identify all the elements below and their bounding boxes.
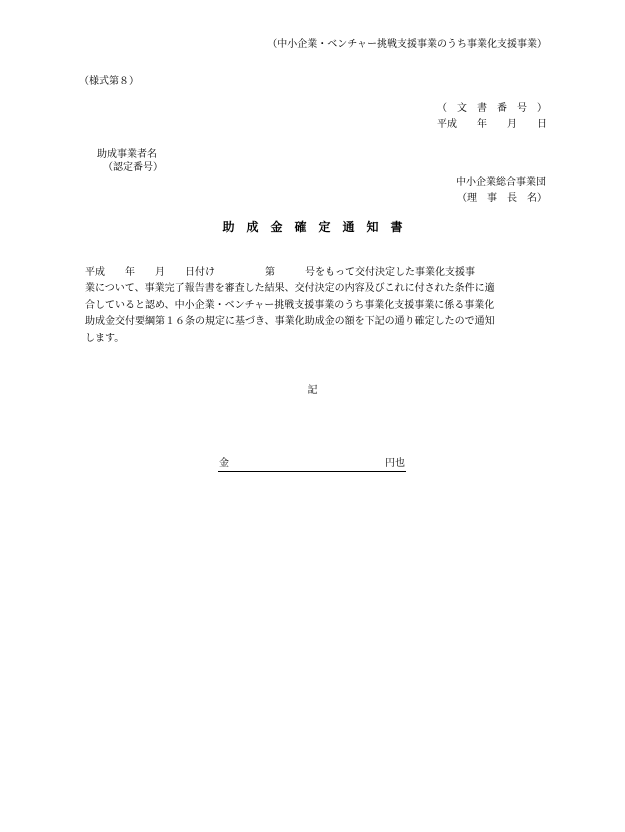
ki-mark: 記	[307, 385, 318, 396]
notice-body	[85, 265, 557, 347]
amount-suffix: 円也	[385, 458, 405, 469]
recipient-name-label: 助成事業者名	[97, 149, 157, 160]
certification-number-label: （認定番号）	[103, 162, 163, 173]
issuer-organization: 中小企業総合事業団	[456, 177, 546, 188]
body-line: 平成 年 月 日付け 第 号をもって交付決定した事業化支援事	[85, 267, 475, 278]
body-line: 合していると認め、中小企業・ベンチャー挑戦支援事業のうち事業化支援事業に係る事業化	[85, 299, 495, 311]
form-number: （様式第８）	[79, 76, 139, 87]
document-title: 助 成 金 確 定 通 知 書	[222, 220, 403, 234]
amount-prefix: 金	[219, 458, 229, 469]
issuer-title: （理 事 長 名）	[457, 193, 547, 204]
program-note: （中小企業・ベンチャー挑戦支援事業のうち事業化支援事業）	[267, 39, 547, 50]
body-line: 業について、事業完了報告書を審査した結果、交付決定の内容及びこれに付された条件に適	[85, 283, 495, 295]
amount-line	[218, 459, 406, 472]
body-line: 助成金交付要綱第１６条の規定に基づき、事業化助成金の額を下記の通り確定したので通知	[85, 316, 495, 328]
document-date: 平成 年 月 日	[437, 119, 547, 130]
document-number: （ 文 書 番 号 ）	[437, 103, 547, 114]
body-line: します。	[85, 332, 125, 344]
